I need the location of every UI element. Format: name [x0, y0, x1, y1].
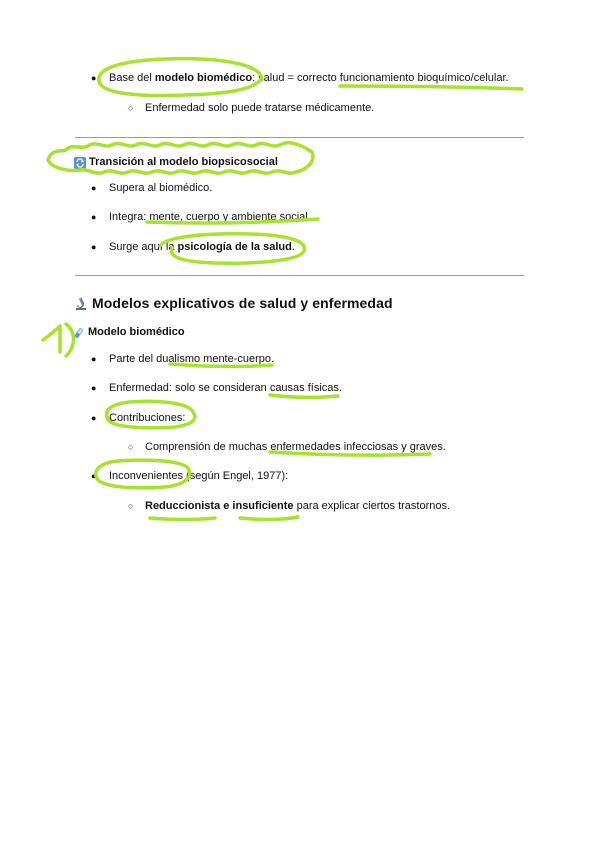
bullet: ●: [91, 242, 97, 252]
sub-list-item: Enfermedad solo puede tratarse médicamente.: [145, 102, 375, 114]
sub-bullet: ○: [128, 501, 134, 511]
highlight-underline: [240, 517, 298, 519]
microscope-icon: [74, 297, 88, 311]
list-item: Surge aquí la psicología de la salud.: [109, 241, 295, 253]
bullet: ●: [91, 383, 97, 393]
test-tube-icon: [73, 326, 84, 337]
sub-list-item: Comprensión de muchas enfermedades infecciosas y graves.: [145, 441, 446, 453]
list-item: Contribuciones:: [109, 412, 186, 424]
bullet: ●: [91, 413, 97, 423]
bullet: ●: [91, 183, 97, 193]
arrows-cycle-icon: [74, 156, 86, 168]
divider: [75, 275, 524, 276]
list-item: Inconvenientes (según Engel, 1977):: [109, 470, 289, 482]
divider: [75, 137, 524, 138]
sub-bullet: ○: [128, 103, 134, 113]
section-heading: Modelos explicativos de salud y enfermedad: [92, 295, 393, 311]
list-item: Parte del dualismo mente-cuerpo.: [109, 353, 275, 365]
list-item: Enfermedad: solo se consideran causas físicas.: [109, 382, 342, 394]
highlight-underline: [270, 395, 338, 397]
handwritten-number: [43, 326, 60, 352]
highlight-underline: [150, 518, 215, 520]
sub-bullet: ○: [128, 442, 134, 452]
list-item: Base del modelo biomédico: salud = correcto funcionamiento bioquímico/celular.: [109, 72, 509, 84]
highlight-underline: [340, 86, 522, 89]
list-item: Supera al biomédico.: [109, 182, 213, 194]
section-heading: Transición al modelo biopsicosocial: [89, 156, 278, 168]
bullet: ●: [91, 73, 97, 83]
subsection-heading: Modelo biomédico: [88, 326, 185, 338]
bullet: ●: [91, 471, 97, 481]
list-item: Integra: mente, cuerpo y ambiente social.: [109, 211, 311, 223]
sub-list-item: Reduccionista e insuficiente para explicar ciertos trastornos.: [145, 500, 451, 512]
bullet: ●: [91, 354, 97, 364]
bullet: ●: [91, 212, 97, 222]
